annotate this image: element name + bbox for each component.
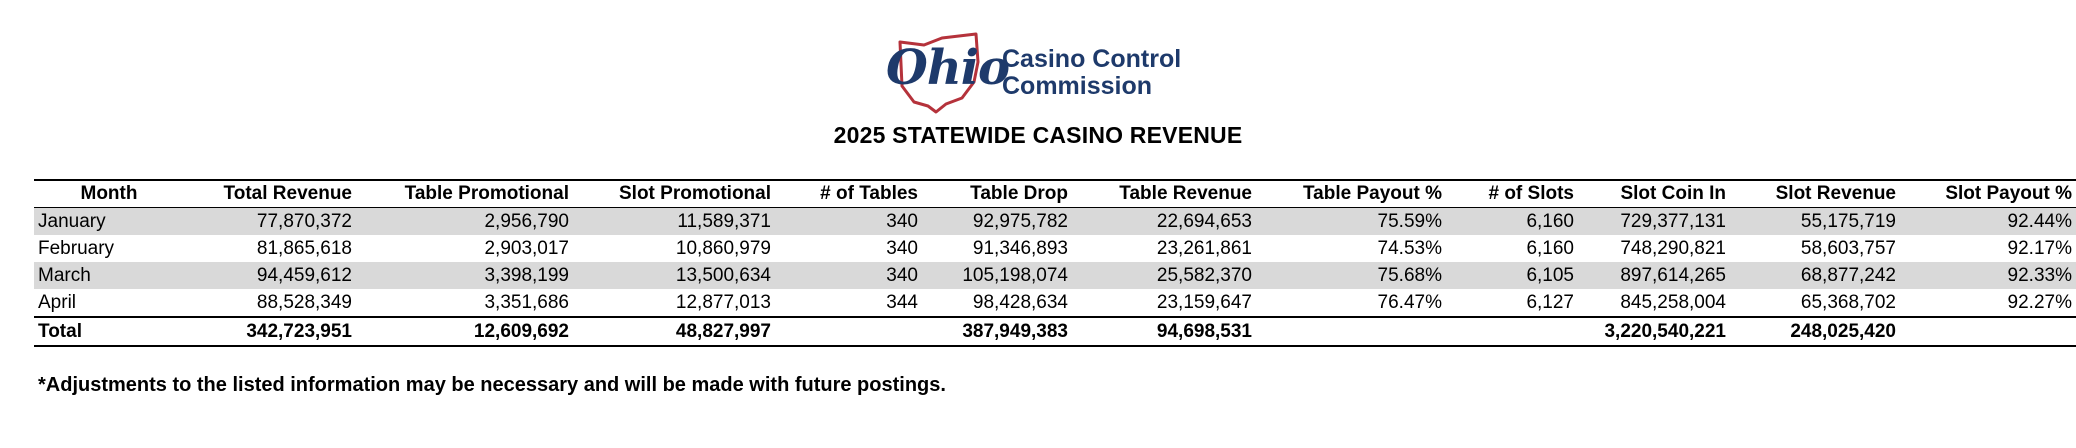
- cell-slot-revenue: 55,175,719: [1730, 208, 1900, 236]
- ohio-casino-control-logo: [884, 30, 1184, 115]
- cell-table-drop: 98,428,634: [972, 291, 1068, 313]
- cell-table-revenue: 23,159,647: [1156, 291, 1252, 313]
- cell-slot-coin-in: 729,377,131: [1578, 208, 1730, 236]
- cell-month: April: [38, 291, 77, 313]
- header-row: [34, 180, 2076, 208]
- cell-num-tables: 340: [886, 237, 918, 259]
- cell-table-drop: 105,198,074: [922, 262, 1072, 289]
- total-slot-payout: [1900, 317, 2076, 346]
- revenue-table: [34, 179, 2076, 347]
- cell-total-revenue: 94,459,612: [184, 262, 356, 289]
- logo-commission-name: [1002, 46, 1181, 100]
- cell-table-revenue: 22,694,653: [1072, 208, 1256, 236]
- cell-table-promotional: 2,956,790: [356, 208, 573, 236]
- column-header-num-slots: # of Slots: [1446, 180, 1578, 208]
- cell-slot-payout: 92.27%: [2007, 291, 2072, 313]
- cell-num-tables: 340: [775, 262, 922, 289]
- column-header-table-drop: Table Drop: [922, 180, 1072, 208]
- table-row: [34, 262, 2076, 289]
- total-row: [34, 317, 2076, 346]
- cell-table-revenue: 23,261,861: [1156, 237, 1252, 259]
- cell-slot-payout: 92.17%: [2007, 237, 2072, 259]
- column-header-month: Month: [34, 180, 184, 208]
- cell-table-promotional: 3,398,199: [356, 262, 573, 289]
- cell-month: January: [34, 208, 184, 236]
- logo-ohio-script: Ohio: [886, 40, 1009, 96]
- column-header-slot-payout: Slot Payout %: [1900, 180, 2076, 208]
- cell-slot-revenue: 65,368,702: [1800, 291, 1896, 313]
- cell-table-promotional: 3,351,686: [484, 291, 569, 313]
- cell-slot-coin-in: 748,290,821: [1620, 237, 1726, 259]
- cell-num-slots: 6,127: [1526, 291, 1574, 313]
- cell-slot-promotional: 10,860,979: [675, 237, 771, 259]
- cell-slot-revenue: 68,877,242: [1730, 262, 1900, 289]
- total-slot-revenue: 248,025,420: [1730, 317, 1900, 346]
- cell-table-revenue: 25,582,370: [1072, 262, 1256, 289]
- cell-slot-payout: 92.33%: [1900, 262, 2076, 289]
- cell-table-drop: 92,975,782: [922, 208, 1072, 236]
- column-header-num-tables: # of Tables: [775, 180, 922, 208]
- logo-line-1: Casino Control: [1002, 45, 1182, 73]
- column-header-total-revenue: Total Revenue: [184, 180, 356, 208]
- cell-month: March: [34, 262, 184, 289]
- total-total-revenue: 342,723,951: [184, 317, 356, 346]
- cell-num-slots: 6,160: [1446, 208, 1578, 236]
- cell-num-tables: 344: [886, 291, 918, 313]
- cell-total-revenue: 77,870,372: [184, 208, 356, 236]
- report-title: 2025 STATEWIDE CASINO REVENUE: [833, 122, 1243, 148]
- cell-total-revenue: 88,528,349: [256, 291, 352, 313]
- total-table-drop: 387,949,383: [922, 317, 1072, 346]
- logo-line-2: Commission: [1002, 72, 1153, 100]
- cell-table-payout: 75.59%: [1256, 208, 1446, 236]
- column-header-slot-coin-in: Slot Coin In: [1578, 180, 1730, 208]
- table-row: [34, 208, 2076, 236]
- column-header-slot-revenue: Slot Revenue: [1730, 180, 1900, 208]
- cell-slot-promotional: 13,500,634: [573, 262, 775, 289]
- cell-table-drop: 91,346,893: [972, 237, 1068, 259]
- total-label: Total: [34, 317, 184, 346]
- cell-slot-payout: 92.44%: [1900, 208, 2076, 236]
- cell-table-promotional: 2,903,017: [484, 237, 569, 259]
- cell-slot-promotional: 11,589,371: [573, 208, 775, 236]
- column-header-table-revenue: Table Revenue: [1072, 180, 1256, 208]
- cell-slot-coin-in: 845,258,004: [1620, 291, 1726, 313]
- total-table-revenue: 94,698,531: [1072, 317, 1256, 346]
- footnote: *Adjustments to the listed information may be necessary and will be made with future postings.: [38, 374, 946, 396]
- total-num-slots: [1446, 317, 1578, 346]
- cell-num-tables: 340: [775, 208, 922, 236]
- total-slot-promotional: 48,827,997: [573, 317, 775, 346]
- total-num-tables: [775, 317, 922, 346]
- column-header-table-payout: Table Payout %: [1256, 180, 1446, 208]
- table-row: [34, 235, 2076, 262]
- cell-slot-coin-in: 897,614,265: [1578, 262, 1730, 289]
- cell-num-slots: 6,105: [1446, 262, 1578, 289]
- total-table-promotional: 12,609,692: [356, 317, 573, 346]
- total-slot-coin-in: 3,220,540,221: [1578, 317, 1730, 346]
- cell-num-slots: 6,160: [1526, 237, 1574, 259]
- column-header-slot-promotional: Slot Promotional: [573, 180, 775, 208]
- cell-total-revenue: 81,865,618: [256, 237, 352, 259]
- cell-table-payout: 76.47%: [1377, 291, 1442, 313]
- table-row: [34, 289, 2076, 317]
- cell-slot-promotional: 12,877,013: [675, 291, 771, 313]
- total-table-payout: [1256, 317, 1446, 346]
- cell-slot-revenue: 58,603,757: [1800, 237, 1896, 259]
- cell-table-payout: 75.68%: [1256, 262, 1446, 289]
- cell-month: February: [38, 237, 115, 259]
- cell-table-payout: 74.53%: [1377, 237, 1442, 259]
- column-header-table-promotional: Table Promotional: [356, 180, 573, 208]
